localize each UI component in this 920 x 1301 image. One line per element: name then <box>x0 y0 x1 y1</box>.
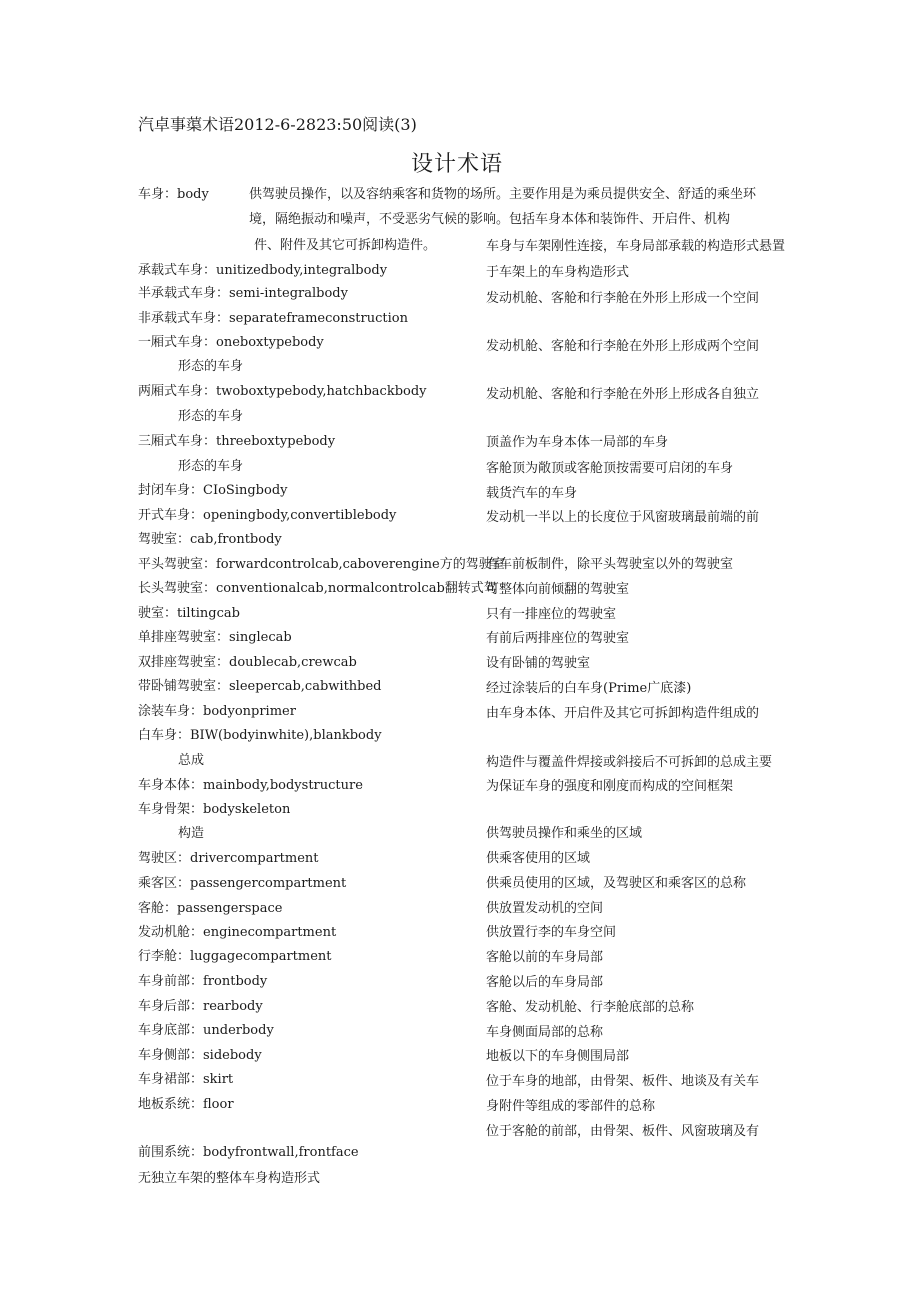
definition-line: 构造件与覆盖件焊接或斜接后不可拆卸的总成主要 <box>486 755 773 770</box>
intro-line: 件、附件及其它可拆卸构造件。 <box>254 238 437 253</box>
definition-line: 经过涂装后的白车身(Prime广底漆) <box>486 681 692 696</box>
definition-line: 位于客舱的前部，由骨架、板件、风窗玻璃及有 <box>486 1124 760 1139</box>
term-line: 单排座驾驶室：singlecab <box>138 630 292 645</box>
definition-line: 位于车身的地部，由骨架、板件、地谈及有关车 <box>486 1074 760 1089</box>
definition-line: 发动机舱、客舱和行李舱在外形上形成一个空间 <box>486 291 760 306</box>
term-line: 一厢式车身：oneboxtypebody <box>138 335 324 350</box>
term-line: 构造 <box>178 826 205 841</box>
term-line: 形态的车身 <box>178 409 244 424</box>
term-line: 乘客区：passengercompartment <box>138 876 347 891</box>
term-line: 封闭车身：CIoSingbody <box>138 483 288 498</box>
term-line: 无独立车架的整体车身构造形式 <box>138 1171 321 1186</box>
term-line: 总成 <box>178 753 205 768</box>
definition-line: 顶盖作为车身本体一局部的车身 <box>486 435 669 450</box>
definition-line: 为保证车身的强度和刚度而构成的空间框架 <box>486 779 734 794</box>
term-line: 客舱：passengerspace <box>138 901 283 916</box>
definition-line: 发动机一半以上的长度位于风窗玻璃最前端的前 <box>486 510 760 525</box>
intro-line: 供驾驶员操作，以及容纳乘客和货物的场所。主要作用是为乘员提供安全、舒适的乘坐环 <box>249 187 757 202</box>
term-line: 驾驶区：drivercompartment <box>138 851 319 866</box>
definition-line: 由车身本体、开启件及其它可拆卸构造件组成的 <box>486 706 760 721</box>
term-line: 涂装车身：bodyonprimer <box>138 704 296 719</box>
definition-line: 可整体向前倾翻的驾驶室 <box>486 582 630 597</box>
definition-line: 地板以下的车身侧围局部 <box>486 1049 630 1064</box>
definition-line: 设有卧铺的驾驶室 <box>486 656 591 671</box>
page-header: 汽卓事蕖术语2012-6-2823:50阅读(3) <box>138 115 417 134</box>
term-line: 车身裙部：skirt <box>138 1072 234 1087</box>
term-line: 带卧铺驾驶室：sleepercab,cabwithbed <box>138 679 382 694</box>
intro-line: 境，隔绝振动和噪声，不受恶劣气候的影响。包括车身本体和装饰件、开启件、机构 <box>249 212 731 227</box>
term-line: 半承载式车身：semi-integralbody <box>138 286 348 301</box>
definition-line: 有前后两排座位的驾驶室 <box>486 631 630 646</box>
definition-line: 客舱以前的车身局部 <box>486 950 604 965</box>
term-line: 三厢式车身：threeboxtypebody <box>138 434 336 449</box>
definition-line: 车身侧面局部的总称 <box>486 1025 604 1040</box>
definition-line: 身附件等组成的零部件的总称 <box>486 1099 656 1114</box>
term-line: 白车身：BIW(bodyinwhite),blankbody <box>138 728 382 743</box>
definition-line: 客舱、发动机舱、行李舱底部的总称 <box>486 1000 695 1015</box>
definition-line: 发动机舱、客舱和行李舱在外形上形成两个空间 <box>486 339 760 354</box>
definition-line: 供乘员使用的区域，及驾驶区和乘客区的总称 <box>486 876 747 891</box>
definition-line: 供驾驶员操作和乘坐的区域 <box>486 826 643 841</box>
term-line: 地板系统：floor <box>138 1097 234 1112</box>
term-line: 车身本体：mainbody,bodystructure <box>138 778 363 793</box>
term-line: 形态的车身 <box>178 359 244 374</box>
term-line: 双排座驾驶室：doublecab,crewcab <box>138 655 357 670</box>
term-line: 形态的车身 <box>178 459 244 474</box>
definition-line: 客舱以后的车身局部 <box>486 975 604 990</box>
term-line: 开式车身：openingbody,convertiblebody <box>138 508 397 523</box>
definition-line: 于车架上的车身构造形式 <box>486 265 630 280</box>
definition-line: 供乘客使用的区域 <box>486 851 591 866</box>
definition-line: 载货汽车的车身 <box>486 486 578 501</box>
intro-term: 车身：body <box>138 187 209 202</box>
term-line: 长头驾驶室：conventionalcab,normalcontrolcab翻转式驾 <box>138 581 497 596</box>
definition-line: 供放置发动机的空间 <box>486 901 604 916</box>
definition-line: 供放置行李的车身空间 <box>486 925 617 940</box>
term-line: 承载式车身：unitizedbody,integralbody <box>138 263 388 278</box>
term-line: 驶室：tiltingcab <box>138 606 240 621</box>
term-line: 发动机舱：enginecompartment <box>138 925 337 940</box>
term-line: 车身骨架：bodyskeleton <box>138 802 291 817</box>
term-line: 车身底部：underbody <box>138 1023 274 1038</box>
term-line: 车身侧部：sidebody <box>138 1048 262 1063</box>
definition-line: 客舱顶为敞顶或客舱顶按需要可启闭的车身 <box>486 461 734 476</box>
term-line: 行李舱：luggagecompartment <box>138 949 332 964</box>
term-line: 驾驶室：cab,frontbody <box>138 532 282 547</box>
term-line: 前围系统：bodyfrontwall,frontface <box>138 1145 359 1160</box>
section-title: 设计术语 <box>411 152 504 177</box>
term-line: 两厢式车身：twoboxtypebody,hatchbackbody <box>138 384 427 399</box>
term-line: 平头驾驶室：forwardcontrolcab,caboverengine方的驾驶室 <box>138 557 505 572</box>
term-line: 非承载式车身：separateframeconstruction <box>138 311 408 326</box>
term-line: 车身后部：rearbody <box>138 999 263 1014</box>
definition-line: 车身与车架刚性连接，车身局部承载的构造形式悬置 <box>486 239 786 254</box>
definition-line: 只有一排座位的驾驶室 <box>486 607 617 622</box>
definition-line: 有车前板制件，除平头驾驶室以外的驾驶室 <box>486 557 734 572</box>
definition-line: 发动机舱、客舱和行李舱在外形上形成各自独立 <box>486 387 760 402</box>
term-line: 车身前部：frontbody <box>138 974 268 989</box>
